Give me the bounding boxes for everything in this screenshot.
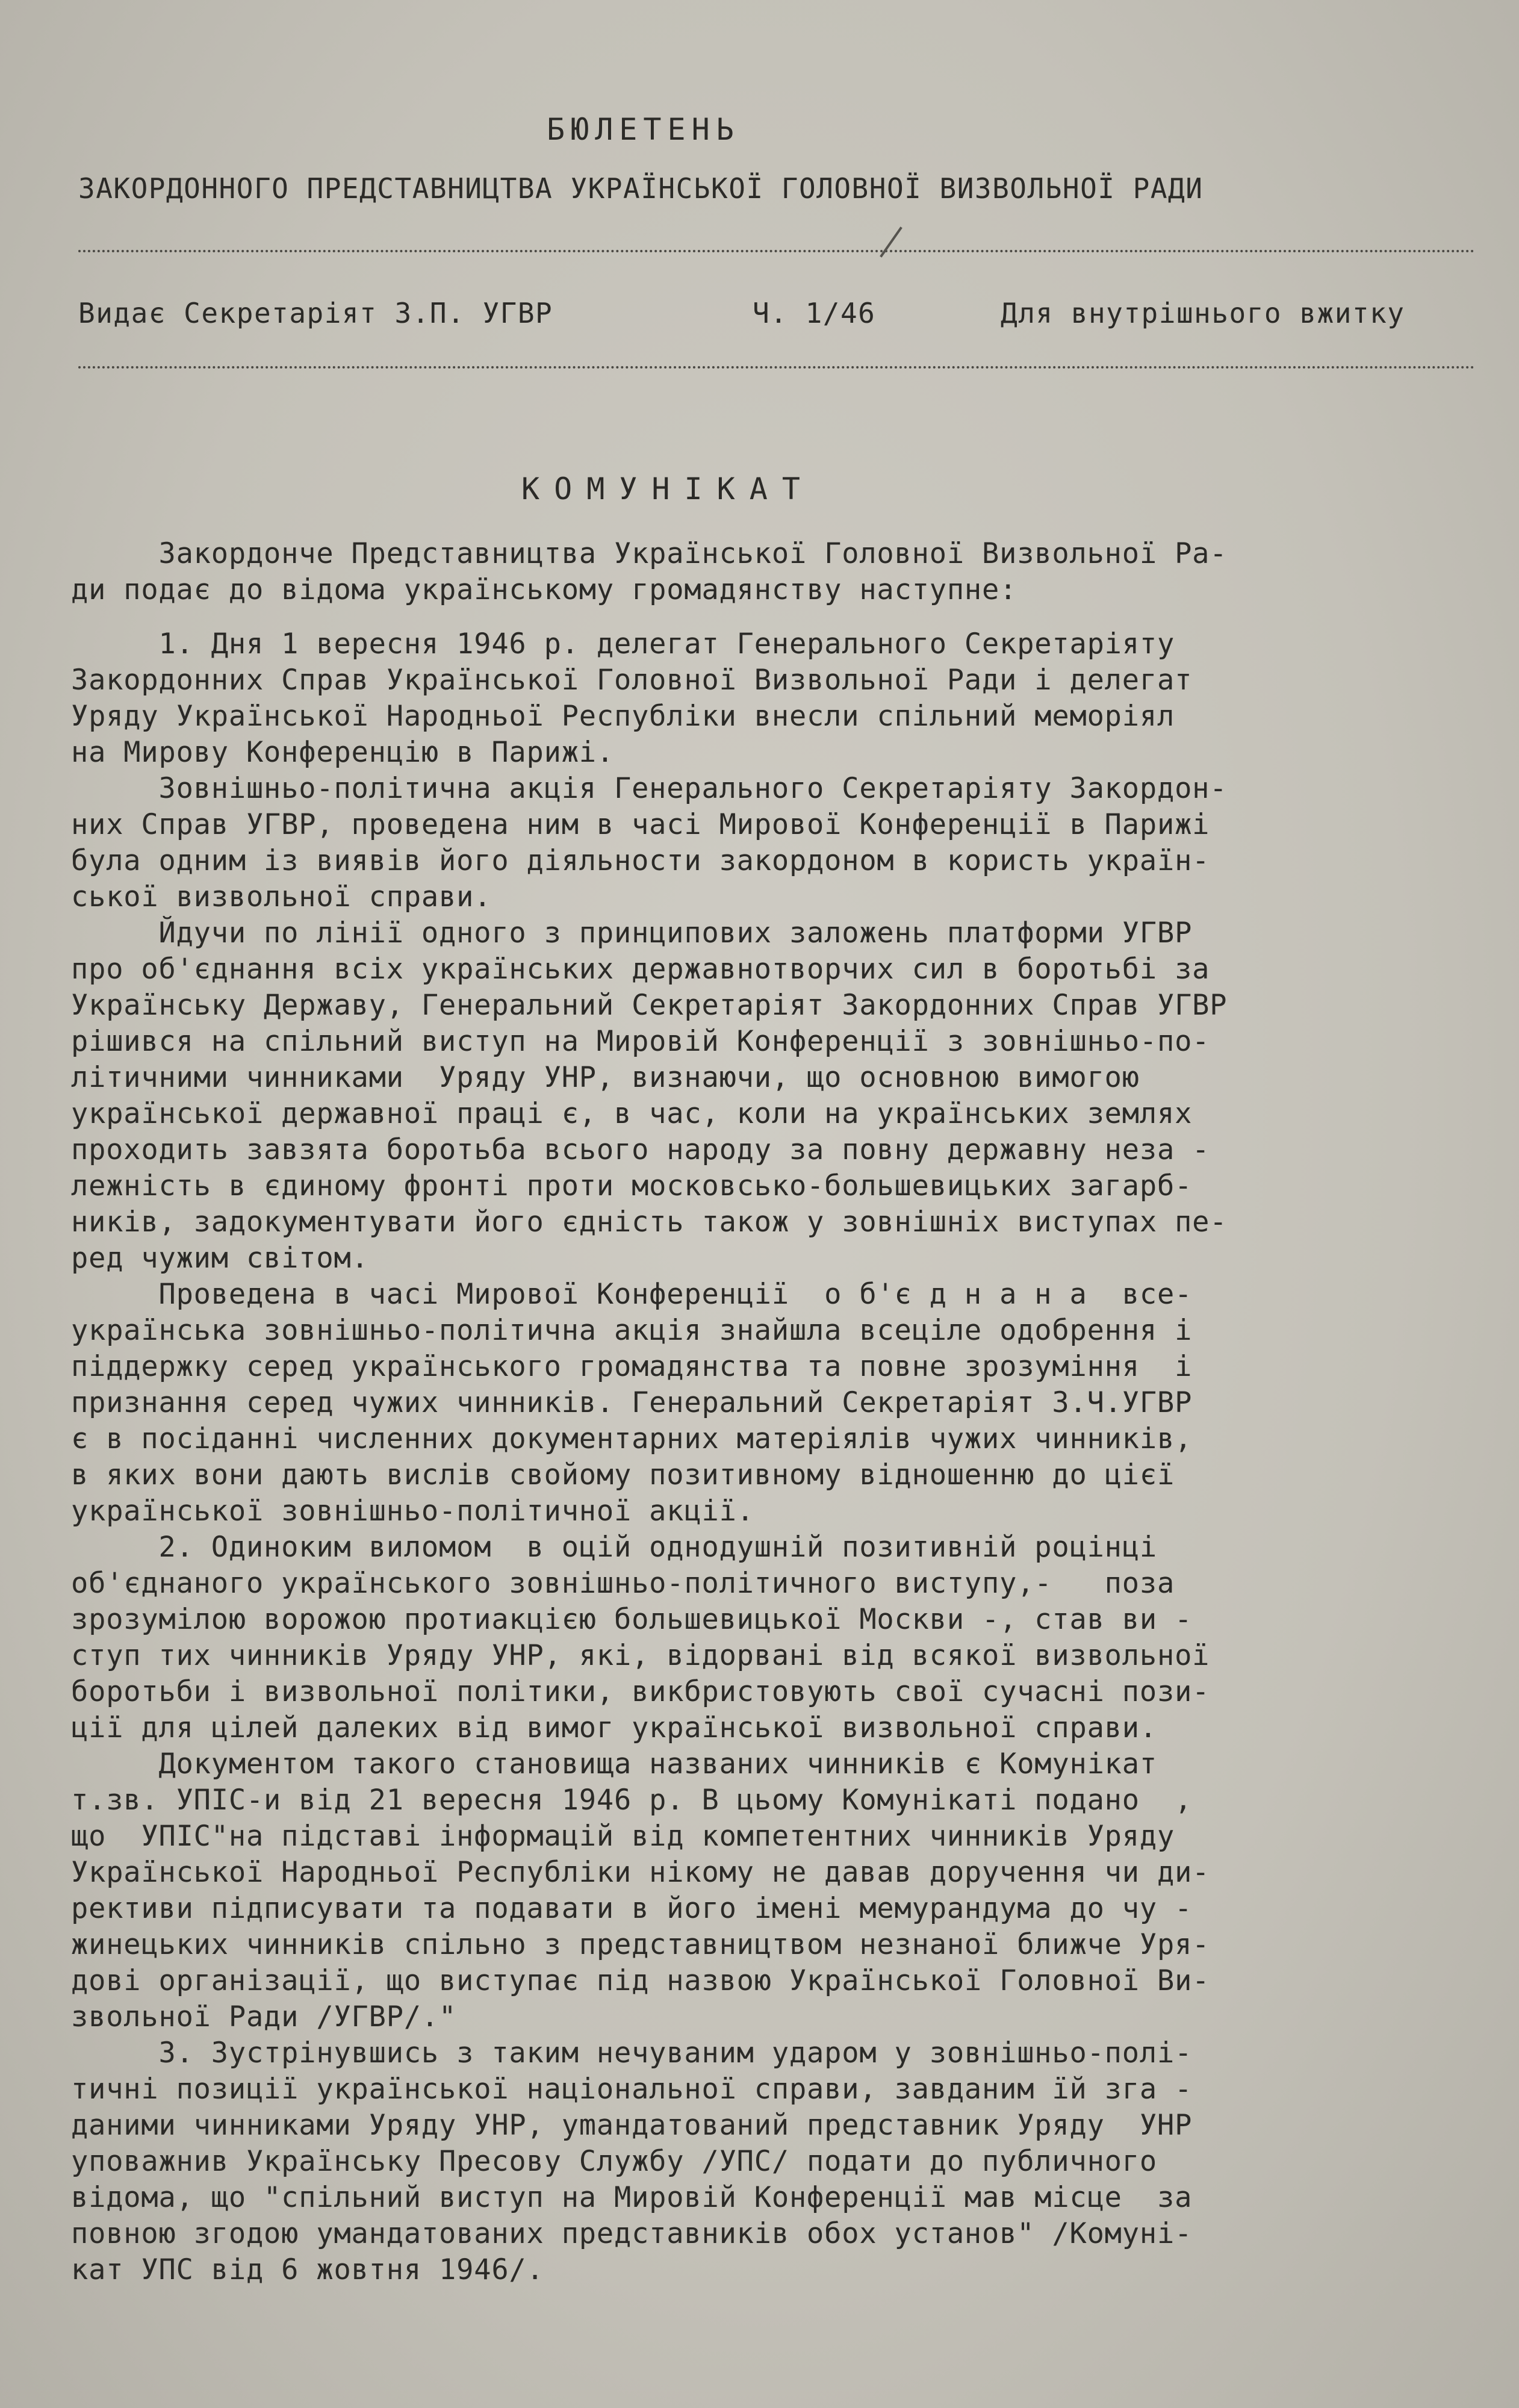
body-line: про об'єднання всіх українських державнотворчих сил в боротьбі за	[71, 953, 1210, 986]
body-line: була одним із виявів його діяльности закордоном в користь україн-	[71, 844, 1210, 877]
body-line: Документом такого становища названих чинників є Комунікат	[71, 1747, 1157, 1781]
body-line: признання серед чужих чинників. Генеральний Секретаріят З.Ч.УГВР	[71, 1386, 1193, 1419]
body-line: української зовнішньо-політичної акції.	[71, 1495, 754, 1528]
body-line: зрозумілою ворожою протиакцією большевицької Москви -, став ви -	[71, 1603, 1193, 1636]
body-line: 1. Дня 1 вересня 1946 р. делегат Генерального Секретаріяту	[71, 627, 1175, 661]
body-line: них Справ УГВР, проведена ним в часі Мирової Конференції в Парижі	[71, 808, 1210, 841]
document-title: КОМУНІКАТ	[521, 471, 815, 506]
body-line: 3. Зустрінувшись з таким нечуваним ударом у зовнішньо-полі-	[71, 2036, 1193, 2070]
body-line: даними чинниками Уряду УНР, уmандатований представник Уряду УНР	[71, 2109, 1193, 2142]
body-line: рішився на спільний виступ на Мировій Конференції з зовнішньо-по-	[71, 1025, 1210, 1058]
body-line: кат УПС від 6 жовтня 1946/.	[71, 2253, 544, 2286]
body-line: повною згодою умандатованих представників обох установ" /Комуні-	[71, 2217, 1193, 2250]
body-line: Українську Державу, Генеральний Секретаріят Закордонних Справ УГВР	[71, 989, 1228, 1022]
body-line: Уряду Української Народньої Республіки внесли спільний меморіял	[71, 700, 1175, 733]
body-line: т.зв. УПІС-и від 21 вересня 1946 р. В цьому Комунікаті подано ,	[71, 1784, 1193, 1817]
usage-note: Для внутрішнього вжитку	[1001, 297, 1405, 329]
body-line: Закордонче Представництва Української Головної Визвольної Ра-	[71, 537, 1228, 570]
body-line: Української Народньої Республіки нікому не давав доручення чи ди-	[71, 1856, 1210, 1889]
pen-mark	[880, 226, 902, 257]
body-line: відома, що "спільний виступ на Мировій Конференції мав місце за	[71, 2181, 1193, 2214]
body-line: боротьби і визвольної політики, викбристовують свої сучасні пози-	[71, 1675, 1210, 1708]
body-line: на Мирову Конференцію в Парижі.	[71, 736, 614, 769]
body-line: що УПІС"на підставі інформацій від компетентних чинників Уряду	[71, 1820, 1175, 1853]
body-line: Зовнішньо-політична акція Генерального Секретаріяту Закордон-	[71, 772, 1228, 805]
body-line: ників, задокументувати його єдність також у зовнішніх виступах пе-	[71, 1206, 1228, 1239]
bulletin-subtitle: ЗАКОРДОННОГО ПРЕДСТАВНИЦТВА УКРАЇНСЬКОЇ ГОЛОВНОЇ ВИЗВОЛЬНОЇ РАДИ	[78, 172, 1204, 205]
body-line: Проведена в часі Мирової Конференції о б'є д н а н а все-	[71, 1278, 1193, 1311]
body-line: лежність в єдиному фронті проти московсько-большевицьких загарб-	[71, 1169, 1193, 1202]
body-line: проходить завзята боротьба всього народу за повну державну неза -	[71, 1133, 1210, 1166]
body-line: української державної праці є, в час, коли на українських землях	[71, 1097, 1193, 1130]
body-line: Закордонних Справ Української Головної Визвольної Ради і делегат	[71, 664, 1193, 697]
body-line: 2. Одиноким виломом в оцій однодушній позитивній роцінці	[71, 1531, 1157, 1564]
body-line: ступ тих чинників Уряду УНР, які, відорвані від всякої визвольної	[71, 1639, 1210, 1672]
publisher-line: Видає Секретаріят З.П. УГВР	[78, 297, 553, 329]
body-line: звольної Ради /УГВР/."	[71, 2000, 457, 2033]
body-line: тичні позиції української національної справи, завданим їй зга -	[71, 2073, 1193, 2106]
body-line: жинецьких чинників спільно з представництвом незнаної ближче Уря-	[71, 1928, 1210, 1961]
body-line: Йдучи по лінії одного з принципових заложень платформи УГВР	[71, 916, 1193, 950]
body-line: піддержку серед українського громадянства та повне зрозуміння і	[71, 1350, 1193, 1383]
issue-number: Ч. 1/46	[753, 297, 876, 329]
body-text	[71, 536, 1474, 2286]
body-line: є в посіданні численних документарних матеріялів чужих чинників,	[71, 1422, 1193, 1455]
body-line: літичними чинниками Уряду УНР, визнаючи, що основною вимогою	[71, 1061, 1140, 1094]
body-line: дові організації, що виступає під назвою Української Головної Ви-	[71, 1964, 1210, 1997]
body-line: ської визвольної справи.	[71, 880, 492, 913]
header-divider-top	[78, 250, 1475, 252]
body-line: українська зовнішньо-політична акція знайшла всеціле одобрення і	[71, 1314, 1193, 1347]
body-line: ред чужим світом.	[71, 1242, 369, 1275]
body-line: рективи підписувати та подавати в його імені мемурандума до чу -	[71, 1892, 1193, 1925]
body-line: уповажнив Українську Пресову Службу /УПС/ подати до публичного	[71, 2145, 1157, 2178]
header-divider-bottom	[78, 366, 1475, 369]
body-line: ції для цілей далеких від вимог української визвольної справи.	[71, 1711, 1157, 1744]
bulletin-title: БЮЛЕТЕНЬ	[547, 112, 740, 147]
body-line: об'єднаного українського зовнішньо-політичного виступу,- поза	[71, 1567, 1175, 1600]
body-line: в яких вони дають вислів свойому позитивному відношенню до цієї	[71, 1458, 1175, 1492]
body-line: ди подає до відома українському громадянству наступне:	[71, 573, 1017, 606]
